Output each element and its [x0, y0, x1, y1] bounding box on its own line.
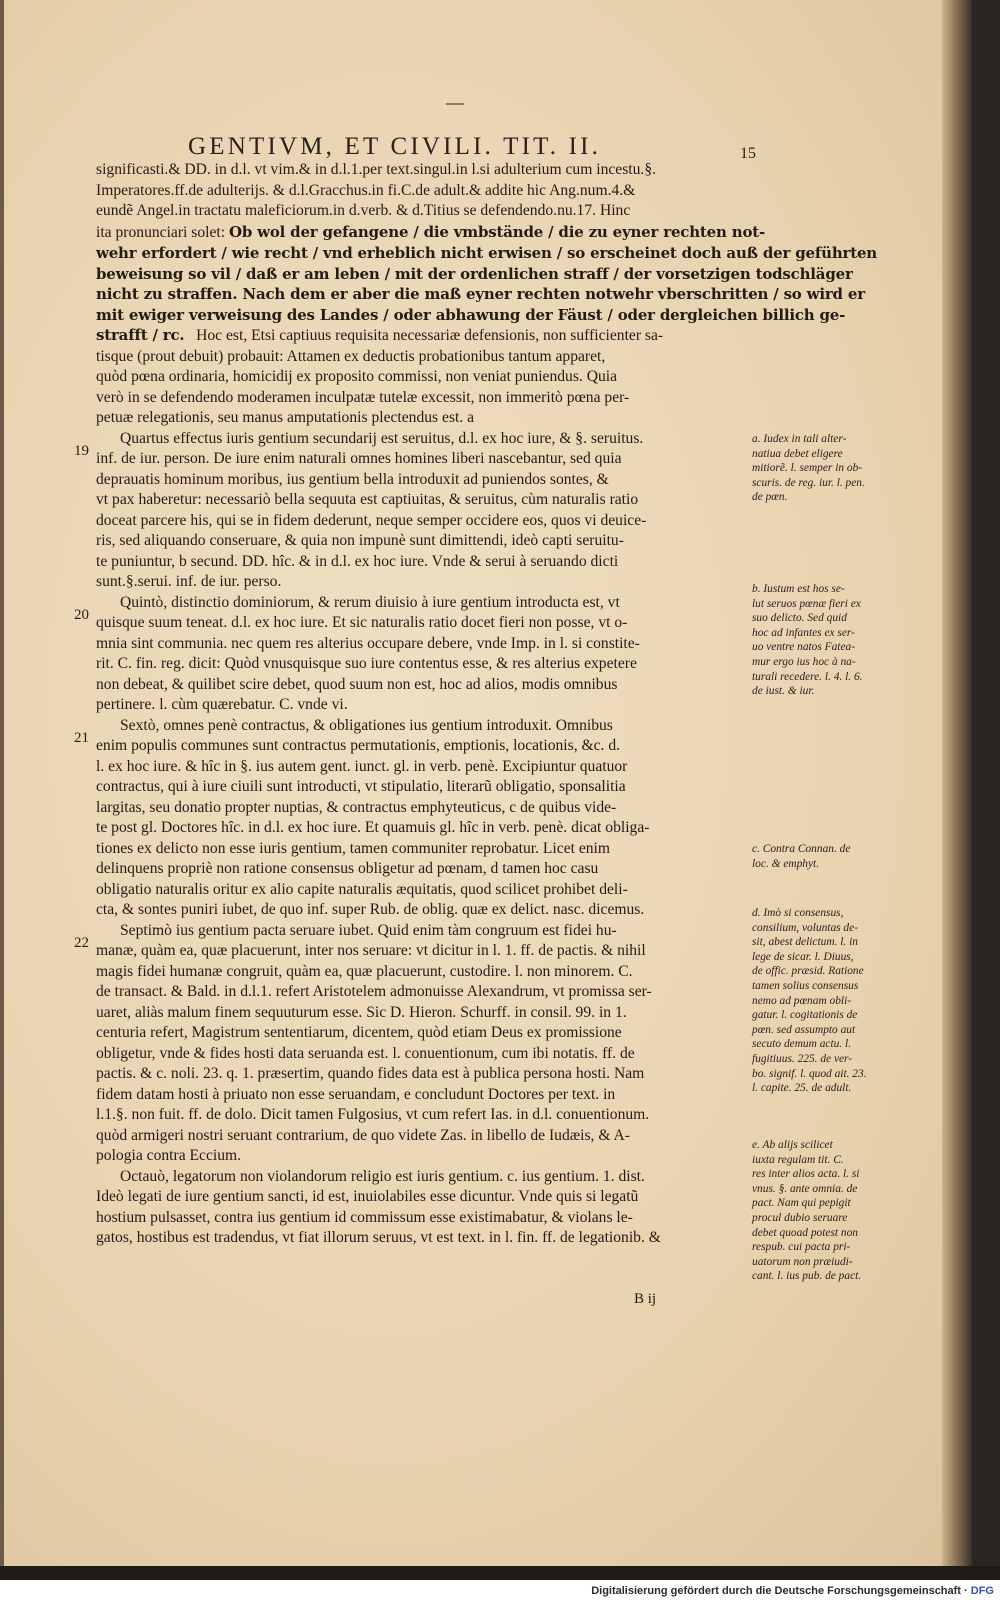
note-line: l. capite. 25. de adult.: [752, 1082, 852, 1095]
note-line: procul dubio seruare: [752, 1211, 848, 1224]
para22-line: manæ, quàm ea, quæ placuerunt, inter nos seruare: vt dicitur in l. 1. ff. de pactis. & nihil: [96, 942, 646, 959]
para22-line: obligetur, vnde & fides hosti data seruanda est. l. conuentionum, cum ibi notatis. ff. de: [96, 1044, 635, 1062]
note-line: natiua debet eligere: [752, 447, 843, 460]
paragraph-number-20: 20: [74, 607, 89, 623]
note-line: d. Imò si consensus,: [752, 907, 844, 919]
fraktur-lead: ita pronunciari solet:: [96, 223, 226, 241]
paragraph-number-19: 19: [74, 443, 89, 459]
note-line: secuto demum actu. l.: [752, 1038, 852, 1051]
signature-mark: B ij: [634, 1291, 657, 1307]
note-line: de pœn.: [752, 491, 788, 504]
para19-line: Quartus effectus iuris gentium secundarij est seruitus, d.l. ex hoc iure, & §. seruitus.: [120, 429, 644, 447]
note-line: de offic. præsid. Ratione: [752, 965, 864, 978]
para23-line: gatos, hostibus est tradendus, vt fiat illorum seruus, vt est text. in l. fin. ff. de legationib. &: [96, 1229, 661, 1246]
note-line: hoc ad infantes ex ser-: [752, 626, 855, 639]
text-line: verò in se defendendo moderamen inculpatæ tutelæ excessit, non immeritò pœna per-: [96, 388, 630, 406]
margin-note-d: [752, 906, 902, 1096]
text-line: tisque (prout debuit) probauit: Attamen ex deductis probationibus tantum apparet,: [96, 347, 606, 365]
note-line: tamen solius consensus: [752, 979, 859, 992]
para21-line: largitas, seu donatio propter nuptias, & contractus emphyteuticus, c de quibus vide-: [96, 798, 617, 816]
note-line: pœn. sed assumpto aut: [752, 1023, 856, 1036]
note-line: nemo ad pœnam obli-: [752, 994, 852, 1007]
margin-note-c: [752, 842, 902, 871]
para22-line: Septimò ius gentium pacta seruare iubet. Quid enim tàm congruum est fidei hu-: [120, 921, 617, 939]
note-line: uo ventre natos Fatea-: [752, 641, 856, 654]
header-mark: [446, 103, 464, 105]
para19-line: doceat parcere his, qui se in fidem dederunt, neque semper occidere eos, quos vi deuice-: [96, 511, 647, 529]
text-line: Imperatores.ff.de adulterijs. & d.l.Gracchus.in fi.C.de adult.& addite hic Ang.num.4.&: [96, 181, 636, 199]
para21-line: cta, & sontes puniri iubet, de quo inf. super Rub. de oblig. quæ ex delict. nasc. dicemus.: [96, 901, 645, 918]
para19-line: sunt.§.serui. inf. de iur. perso.: [96, 573, 282, 590]
para19-line: vt pax haberetur: necessariò bella sequuta est captiuitas, & seruitus, cùm naturalis ratio: [96, 491, 639, 508]
para21-line: enim populis communes sunt contractus permutationis, emptionis, locationis, &c. d.: [96, 737, 621, 754]
note-line: b. Iustum est hos se-: [752, 583, 845, 595]
margin-note-e: [752, 1138, 902, 1284]
para21-line: delinquens propriè non ratione consensus obligetur ad pœnam, d tamen hoc casu: [96, 860, 599, 877]
para19-line: te puniuntur, b secund. DD. hîc. & in d.l. ex hoc iure. Vnde & serui à seruando dicti: [96, 552, 619, 570]
para22-line: pactis. & c. noli. 23. q. 1. præsertim, quando fides data est à publica persona hosti. Nam: [96, 1065, 645, 1082]
running-head: GENTIVM, ET CIVILI. TIT. II.: [188, 133, 602, 160]
margin-note-a: [752, 432, 902, 505]
note-line: vnus. §. ante omnia. de: [752, 1182, 858, 1195]
note-line: pact. Nam qui pepigit: [752, 1197, 851, 1210]
note-line: res inter alios acta. l. si: [752, 1168, 860, 1181]
fraktur-line: nicht zu straffen. Nach dem er aber die maß eyner rechten notwehr vberschritten / so wird er: [96, 285, 865, 303]
para22-line: uaret, aliàs malum finem sequuturum esse. Sic D. Hieron. Schurff. in consil. 99. in 1.: [96, 1003, 627, 1021]
note-line: lut seruos pœnæ fieri ex: [752, 597, 861, 610]
text-line: [96, 222, 766, 244]
note-line: mitiorẽ. l. semper in ob-: [752, 462, 863, 475]
book-spine: [942, 0, 972, 1566]
para19-line: deprauatis hominum moribus, ius gentium bella introduxit ad puniendos sontes, &: [96, 470, 609, 488]
text-line: [96, 325, 746, 347]
para19-line: ris, sed aliquando conseruare, & quia non impunè sunt dimittendi, ideò capti seruitu-: [96, 532, 624, 549]
para20-line: pertinere. l. cùm quærebatur. C. vnde vi.: [96, 696, 348, 713]
para22-line: l.1.§. non fuit. ff. de dolo. Dicit tamen Fulgosius, vt cum refert Ias. in d.l. conuentionum.: [96, 1106, 650, 1123]
text-line: significasti.& DD. in d.l. vt vim.& in d.l.1.per text.singul.in l.si adulterium cum incestu.§.: [96, 161, 657, 178]
funding-text: Digitalisierung gefördert durch die Deutsche Forschungsgemeinschaft: [591, 1585, 961, 1597]
note-line: c. Contra Connan. de: [752, 843, 851, 855]
para19-line: inf. de iur. person. De iure enim naturali omnes homines liberi nascebantur, sed quia: [96, 450, 622, 467]
paragraph-number-22: 22: [74, 935, 89, 951]
margin-note-b: [752, 582, 902, 699]
para21-line: l. ex hoc iure. & hîc in §. ius autem gent. iunct. gl. in verb. penè. Excipiuntur quatuor: [96, 757, 628, 775]
note-line: scuris. de reg. iur. l. pen.: [752, 476, 865, 489]
fraktur-text: Ob wol der gefangene / die vmbstände / die zu eyner rechten not-: [228, 222, 766, 241]
para23-line: Octauò, legatorum non violandorum religio est iuris gentium. c. ius gentium. 1. dist.: [120, 1167, 645, 1185]
para22-line: pologia contra Eccium.: [96, 1147, 242, 1164]
para21-line: tiones ex delicto non esse iuris gentium, tamen communiter reprobatur. Licet enim: [96, 839, 611, 857]
para23-line: Ideò legati de iure gentium sancti, id est, inuiolabiles esse dicuntur. Vnde quis si legatũ: [96, 1188, 639, 1205]
note-line: lege de sicar. l. Diuus,: [752, 950, 854, 963]
para21-line: contractus, qui à iure ciuili sunt introducti, vt stipulatio, literarũ obligatio, sponsalitia: [96, 778, 626, 795]
note-line: a. Iudex in tali alter-: [752, 433, 847, 445]
fraktur-line: mit ewiger verweisung des Landes / oder abhawung der Fäust / oder dergleichen billich ge-: [96, 305, 846, 324]
text-line: eundẽ Angel.in tractatu maleficiorum.in d.verb. & d.Titius se defendendo.nu.17. Hinc: [96, 202, 631, 219]
para21-line: Sextò, omnes penè contractus, & obligationes ius gentium introduxit. Omnibus: [120, 716, 613, 734]
text-line: quòd pœna ordinaria, homicidij ex proposito commissi, non veniat puniendus. Quia: [96, 368, 618, 385]
note-line: consilium, voluntas de-: [752, 921, 858, 934]
text-line: petuæ relegationis, seu manus amputationis plectendus est. a: [96, 409, 475, 426]
note-line: gatur. l. cogitationis de: [752, 1009, 858, 1022]
fraktur-tail: strafft / rc.: [96, 326, 185, 344]
note-line: de iust. & iur.: [752, 685, 815, 698]
para20-line: mnia sint communia. nec quem res alterius occupare debere, vnde Imp. in l. si constite-: [96, 634, 640, 652]
note-line: loc. & emphyt.: [752, 857, 820, 870]
page-number: 15: [740, 145, 756, 162]
note-line: uatorum non præiudi-: [752, 1255, 853, 1268]
note-line: suo delicto. Sed quid: [752, 612, 847, 625]
note-line: debet quoad potest non: [752, 1226, 858, 1239]
dfg-logo: DFG: [970, 1585, 994, 1597]
note-line: iuxta regulam tit. C.: [752, 1153, 844, 1166]
para23-line: hostium pulsasset, contra ius gentium id commissum esse existimabatur, & violans le-: [96, 1208, 633, 1226]
page-edge: [0, 0, 4, 1566]
latin-continuation: Hoc est, Etsi captiuus requisita necessariæ defensionis, non sufficienter sa-: [196, 327, 664, 344]
para22-line: magis fidei humanæ congruit, quàm ea, quæ placuerunt, custodire. l. non minorem. C.: [96, 962, 633, 980]
para20-line: non debeat, & quilibet scire debet, quod suum non est, hoc ad alios, modis omnibus: [96, 675, 618, 693]
note-line: respub. cui pacta pri-: [752, 1241, 851, 1254]
paragraph-number-21: 21: [74, 730, 89, 746]
para22-line: centuria refert, Magistrum sententiarum, dicentem, quòd etiam Deus ex promissione: [96, 1024, 622, 1041]
note-line: fugitiuus. 225. de ver-: [752, 1052, 853, 1065]
note-line: turali recedere. l. 4. l. 6.: [752, 670, 863, 683]
para20-line: rit. C. fin. reg. dicit: Quòd vnusquisque suo iure contentus esse, & res alterius expetere: [96, 655, 637, 672]
fraktur-line: wehr erfordert / wie recht / vnd erheblich nicht erwisen / so erscheinet doch auß der geführten: [96, 244, 878, 262]
para22-line: fidem datam hosti à priuato non esse seruandam, e concludunt Doctores per text. in: [96, 1085, 616, 1103]
para21-line: obligatio naturalis oritur ex alio capite naturalis æquitatis, quod scilicet prohibet deli-: [96, 880, 628, 898]
note-line: cant. l. ius pub. de pact.: [752, 1270, 862, 1283]
note-line: mur ergo ius hoc à na-: [752, 655, 856, 668]
para21-line: te post gl. Doctores hîc. in d.l. ex hoc iure. Et quamuis gl. hîc in verb. penè. dicat obliga-: [96, 819, 650, 836]
note-line: sit, abest delictum. l. in: [752, 936, 858, 949]
note-line: e. Ab alijs scilicet: [752, 1139, 833, 1151]
fraktur-line: beweisung so vil / daß er am leben / mit der ordenlichen straff / der vorsetzigen todschläger: [96, 264, 853, 283]
para20-line: Quintò, distinctio dominiorum, & rerum diuisio à iure gentium introducta est, vt: [120, 593, 620, 611]
para22-line: quòd armigeri nostri seruant contrarium, de quo videte Zas. in libello de Iudæis, & A-: [96, 1126, 630, 1144]
note-line: bo. signif. l. quod ait. 23.: [752, 1067, 867, 1080]
funding-footer: Digitalisierung gefördert durch die Deutsche Forschungsgemeinschaft · DFG: [0, 1580, 1000, 1602]
para20-line: quisque suum teneat. d.l. ex hoc iure. Et sic naturalis ratio docet fieri non posse, vt o-: [96, 614, 628, 631]
para22-line: de transact. & Bald. in d.l.1. refert Aristotelem admonuisse Alexandrum, vt promissa ser-: [96, 983, 652, 1000]
